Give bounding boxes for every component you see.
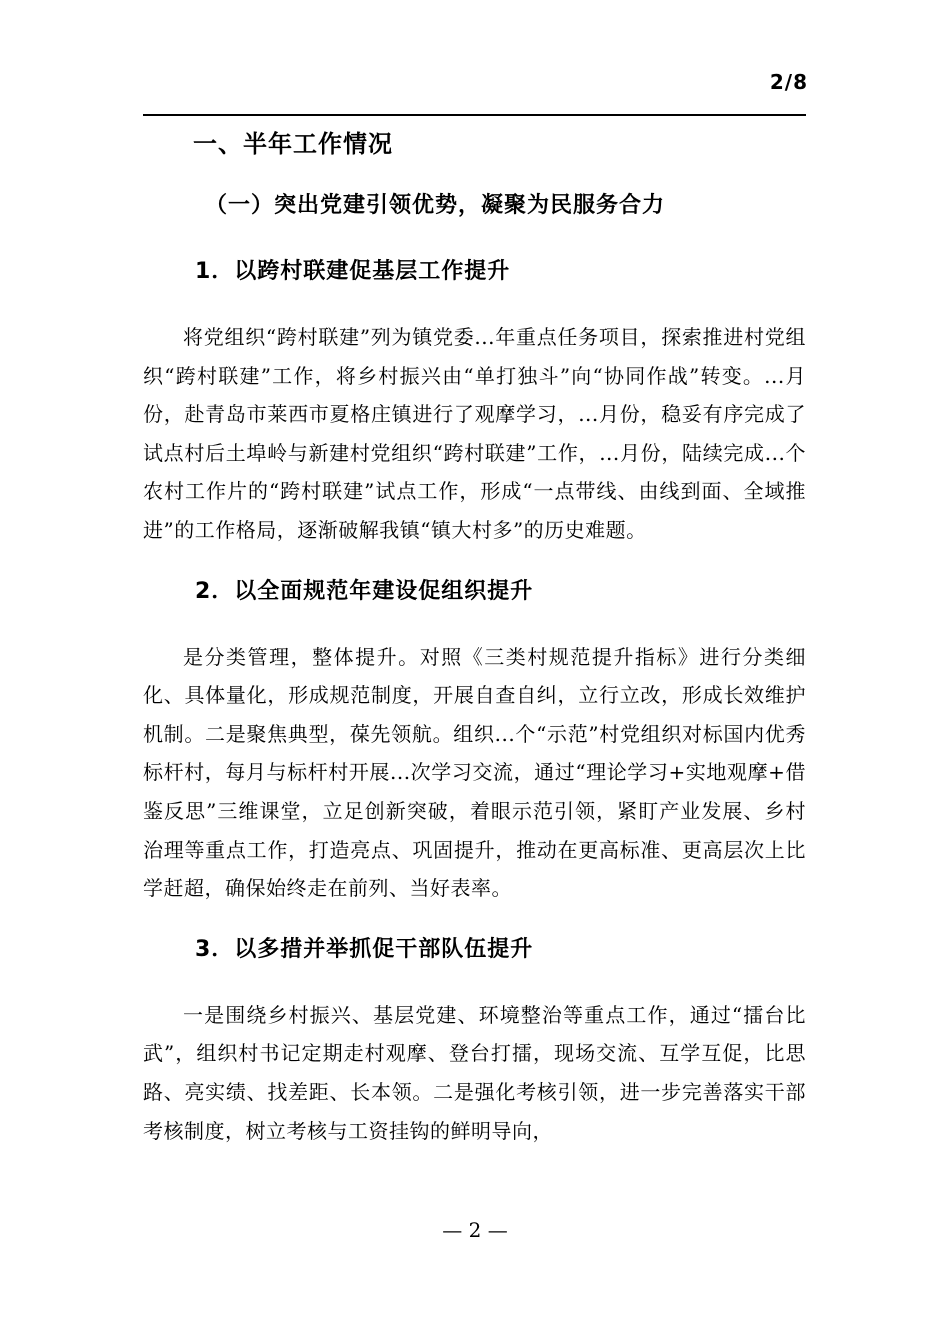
section-title: 一、半年工作情况 (193, 130, 393, 158)
page-counter: 2/8 (769, 70, 808, 94)
header-rule (143, 114, 806, 116)
subsection-title: （一）突出党建引领优势，凝聚为民服务合力 (205, 193, 666, 218)
item-heading-3: 3．以多措并举抓促干部队伍提升 (195, 936, 534, 962)
document-body (143, 120, 806, 1150)
item-paragraph-3: 一是围绕乡村振兴、基层党建、环境整治等重点工作，通过“擂台比武”，组织村书记定期走村观摩、登台打擂，现场交流、互学互促，比思路、亮实绩、找差距、长本领。二是强化考核引领，进一步完善落实干部考核制度，树立考核与工资挂钩的鲜明导向， (143, 1002, 806, 1143)
item-heading-1: 1．以跨村联建促基层工作提升 (195, 259, 511, 284)
item-heading-2: 2．以全面规范年建设促组织提升 (195, 578, 534, 604)
page-number-footer: — 2 — (442, 1218, 508, 1242)
item-paragraph-2: 是分类管理，整体提升。对照《三类村规范提升指标》进行分类细化、具体量化，形成规范制度，开展自查自纠，立行立改，形成长效维护机制。二是聚焦典型，葆先领航。组织...个“示范”村党组织对标国内优秀标杆村，每月与标杆村开展...次学习交流，通过“理论学习+实地观摩+借鉴反思”三维课堂，立足创新突破，着眼示范引领，紧盯产业发展、乡村治理等重点工作，打造亮点、巩固提升，推动在更高标准、更高层次上比学赶超，确保始终走在前列、当好表率。 (143, 644, 806, 901)
item-paragraph-1: 将党组织“跨村联建”列为镇党委...年重点任务项目，探索推进村党组织“跨村联建”工作，将乡村振兴由“单打独斗”向“协同作战”转变。...月份，赴青岛市莱西市夏格庄镇进行了观摩学习，...月份，稳妥有序完成了试点村后土埠岭与新建村党组织“跨村联建”工作，...月份，陆续完成...个农村工作片的“跨村联建”试点工作，形成“一点带线、由线到面、全域推进”的工作格局，逐渐破解我镇“镇大村多”的历史难题。 (143, 325, 806, 542)
